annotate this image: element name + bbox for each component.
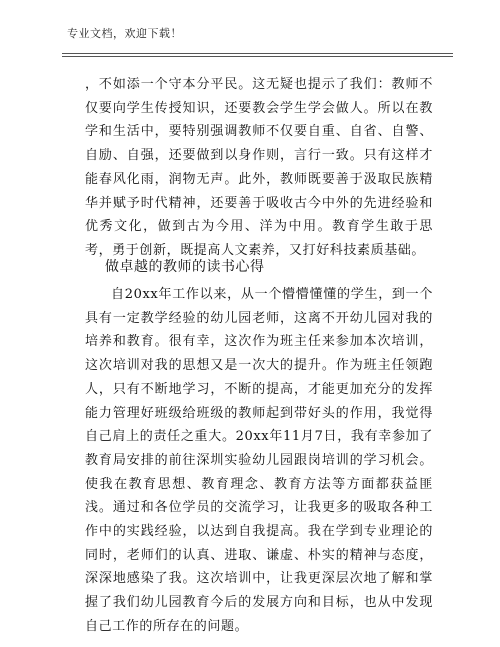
section-title: 做卓越的教师的读书心得 xyxy=(105,259,265,275)
body-paragraph: 自20xx年工作以来，从一个懵懵懂懂的学生，到一个具有一定教学经验的幼儿园老师，这离不开幼儿园对我的培养和教育。很有幸，这次作为班主任来参加本次培训，这次培训对我的思想又是一次大的提升。作为班主任领跑人，只有不断地学习，不断的提高，才能更加充分的发挥能力管理好班级给班级的教师起到带好头的作用，我觉得自己肩上的责任之重大。20xx年11月7日，我有幸参加了教育局安排的前往深圳实验幼儿园跟岗培训的学习机会。使我在教育思想、教育理念、教育方法等方面都获益匪浅。通过和各位学员的交流学习，让我更多的吸取各种工作中的实践经验，以达到自我提高。我在学到专业理论的同时，老师们的认真、进取、谦虚、朴实的精神与态度，深深地感染了我。这次培训中，让我更深层次地了解和掌握了我们幼儿园教育今后的发展方向和目标，也从中发现自己工作的所存在的问题。 xyxy=(85,287,433,634)
header-divider xyxy=(62,53,453,54)
body-paragraph: ，不如添一个守本分平民。这无疑也提示了我们：教师不仅要向学生传授知识，还要教会学生学会做人。所以在教学和生活中，要特别强调教师不仅要自重、自省、自警、自励、自强，还要做到以身作则，言行一致。只有这样才能春风化雨，润物无声。此外，教师既要善于汲取民族精华并赋予时代精神，还要善于吸收古今中外的先进经验和优秀文化，做到古为今用、洋为中用。教育学生敢于思考，勇于创新，既提高人文素养，又打好科技素质基础。 xyxy=(85,77,433,258)
header-divider-second xyxy=(62,56,453,57)
page-header: 专业文档，欢迎下载！ xyxy=(67,27,182,40)
